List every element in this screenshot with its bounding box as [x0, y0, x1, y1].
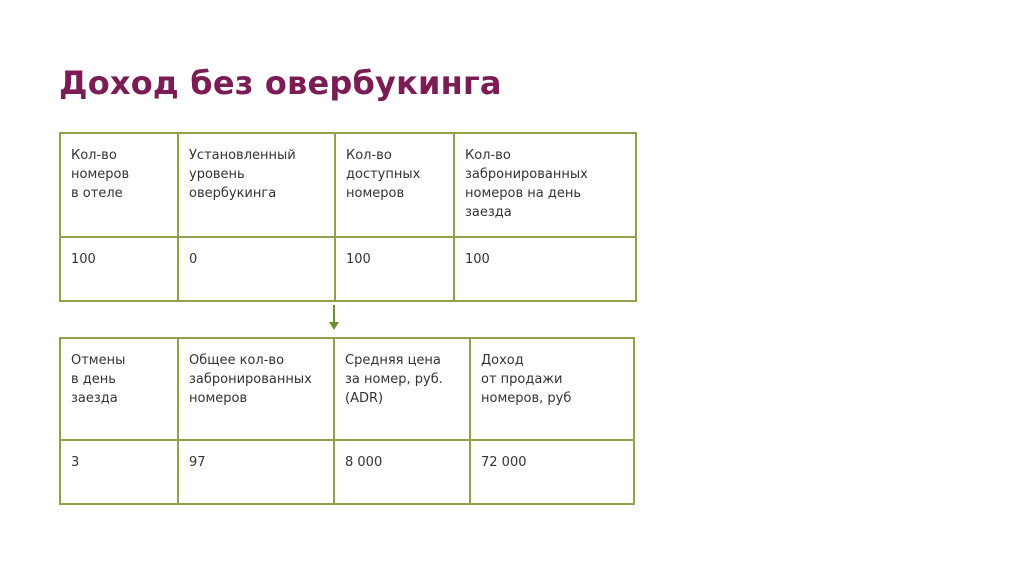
value-cancellations: 3	[60, 440, 178, 504]
value-revenue: 72 000	[470, 440, 634, 504]
table-row	[60, 237, 636, 301]
table-header-row	[60, 338, 634, 440]
revenue-table	[59, 337, 635, 505]
table-header-row	[60, 133, 636, 237]
header-revenue: Доход от продажи номеров, руб	[470, 338, 634, 440]
arrow-down-icon	[327, 305, 341, 331]
header-adr: Средняя цена за номер, руб. (ADR)	[334, 338, 470, 440]
header-rooms-in-hotel: Кол-во номеров в отеле	[60, 133, 178, 237]
header-cancellations: Отмены в день заезда	[60, 338, 178, 440]
header-total-booked-rooms: Общее кол-во забронированных номеров	[178, 338, 334, 440]
header-available-rooms: Кол-во доступных номеров	[335, 133, 454, 237]
header-overbooking-level: Установленный уровень овербукинга	[178, 133, 335, 237]
value-booked-rooms-arrival-day: 100	[454, 237, 636, 301]
hotel-rooms-table	[59, 132, 637, 302]
value-available-rooms: 100	[335, 237, 454, 301]
table-row	[60, 440, 634, 504]
value-rooms-in-hotel: 100	[60, 237, 178, 301]
header-booked-rooms-arrival-day: Кол-во забронированных номеров на день заезда	[454, 133, 636, 237]
value-total-booked-rooms: 97	[178, 440, 334, 504]
value-overbooking-level: 0	[178, 237, 335, 301]
value-adr: 8 000	[334, 440, 470, 504]
page-title: Доход без овербукинга	[59, 64, 502, 102]
